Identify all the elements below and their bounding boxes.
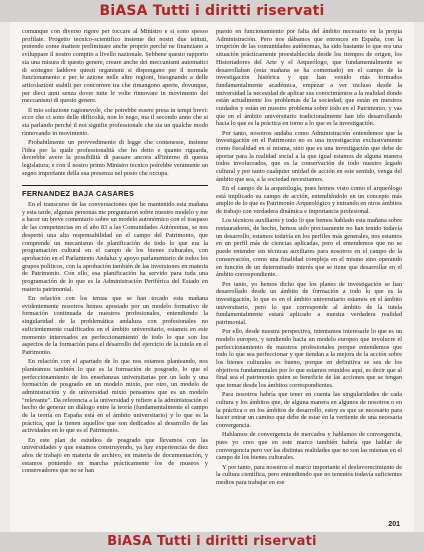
paragraph: Por tanto, yo hemos dicho que los planes de investigación se han desarrollado desde un ámbito de formación a todo lo que es la investigación, lo que es en el ámbito universitario estamos en el ámbito universitario, pero lo que corresponde al ámbito de la tutela fundamentalmente estará aplicado a nuestra verdadera realidad patrimonial. — [216, 280, 402, 327]
paragraph: puesto en funcionamiento por falta del ámbito necesario en la propia Administración. Pero nos dábamos que entonces en España, con la irrupción de las comunidades autónomas, ha sido bastante lo que era una situación prácticamente preestablecida desde los tiempos de origen, los Historiadores del Arte y el Arqueólogo, que fundamentalmente se desarrollaban (esta mañana se ha comentado) en el campo de la investigación histórica y que han venido más formados fundamentalmente académica, empezar a ver incluso desde la universidad la necesidad de aplicar sus conocimientos a la realidad donde están actualmente los problemas de la sociedad; que están en nuestros cuidados y están en nuestro problema sobre todo en el Patrimonio, y vas que en el ámbito universitario tradicionalmente han ido desarrollando hacia lo que es la práctica en torno a lo que es la investigación. — [216, 28, 402, 128]
paragraph: En el campo de la arqueología, pues hemos visto como el arqueólogo está implicado su campo de acción, entendiéndolo en un concepto más amplio de lo que es Patrimonio Arqueológico y entrando en otros ámbitos de trabajo con verdadera dinámica e importancia profesional. — [216, 185, 402, 216]
paragraph: Il mio soluzione ragionevole, che potrebbe essere presa in tempi brevi: ecco che ci sono delle difficoltà, non lo nego, ma il secondo anno che si sta parlando perché il noi signifie professionale che sia un qualche modo rinnovando in movimento. — [22, 106, 208, 137]
paragraph: Hablamos de convergencia de mercados y hablamos de convergencia, pues yo creo que en este marco también habría que hablar de convergencia pero ver las distintas realidades que no son las mismas en el campo de los bienes culturales. — [216, 431, 402, 462]
section-divider — [22, 185, 208, 186]
paragraph: En relación con los temas que se han tocado esta mañana evidentemente nosotros hemos apostado por un modelo formativo de formación continuada de nuestros profesionales, entendiendo la singularidad de la problemática andaluza con profesionales no suficientemente cualificados en el ámbito universitario, estamos en este momento interesados en perfeccionamiento de todo lo que son los aspectos de la formación para el desarrollo del ejercicio de la tutela en el Patrimonio. — [22, 295, 208, 356]
right-column — [216, 28, 402, 538]
paragraph: En el transcurso de las conversaciones que he mantenido esta mañana y esta tarde, algunas personas me preguntaron sobre nuestro modelo y me a hacer un breve comentario sobre un modelo autonómico con el traspaso de las competencias en el año 83 a las Comunidades Autónomas, se nos despertó una alta responsabilidad en el campo del Patrimonio, que comprende un mecanismo de planificación de todo lo que era la programación cultural en el campo de los bienes culturales, con aprobación en el Parlamento Andaluz y apoyo parlamentario de todos los grupos políticos, con la aprobación también de las inversiones en materia de Patrimonio. Con ello, esa planificación ha servido para toda una programación de lo que es la Administración Periférica del Estado en materia patrimonial. — [22, 201, 208, 293]
document-page — [10, 0, 414, 552]
left-column — [22, 28, 208, 528]
page-number: 201 — [388, 521, 400, 528]
paragraph: Por ello, desde nuestra perspectiva, intentamos interesarle lo que es un modelo europeo, y tendiendo hacia un modelo europeo que involucre el perfeccionamiento de nuestros profesionales porque entendemos que todo lo que sea perfeccionar y que tiendan a la mejora de la acción sobre los bienes culturales es bueno, porque en definitiva se sea de los objetivos fundamentales por lo que estamos reunidos aquí, es decir que al final sea el patrimonio quien se beneficie de las acciones que se tengan que tomar desde los ámbitos correspondientes. — [216, 328, 402, 390]
section-heading: FERNANDEZ BAJA CASARES — [22, 189, 135, 199]
paragraph: Para nosotros habría que tener en cuenta las singularidades de cada cultura y los ámbitos que, de alguna manera en algunos de nosotros o en la práctica o en los ámbitos de desarrollo, estoy es que se necesario para hacer entrar un camino que debe de estar en la vertiente de una necesaria convergencia. — [216, 391, 402, 430]
paragraph: comunque con diverso rigore per toccare al Ministro e si sono spesso profilate. Progetto tecnico-scientifico insieme dei nostri due istituti, ponendo come mattere preliminare anche proprio perché ne finanziano a sviluppare il nostro compito a livello nazionale. Sebbene questo rapporto sia una misura di questo genere, creare anche dei meccanismi automatici di sostegno laddove questi organismi si dispongano per il normale funzionamento e per le azione nelle altre regioni, bisognando a delle articolazioni stabili per concorrere tra che rimangono aperte, dovunque, per dieci anni senza dover tutte le volte rinnovare in movimento dei meccanismi di questo genere. — [22, 28, 208, 105]
paragraph: Los técnicos auxiliares y todo lo que hemos hablado esta mañana sobre restauradores, de hecho, hemos sido precisamente no han tenido todavía un desarrollo, estamos todavía en los perfiles más generales, nos estamos en un perfil más de ciencias aplicadas, pero el entendemos que no se puede entender sin técnicas auxiliares para nosotros en el campo de la conservación, como una finalidad compleja en el mismo sino operando en función de un determinado interés que se tiene que desarrollar en el ámbito correspondiente. — [216, 217, 402, 279]
paragraph: En relación con el apartado de lo que nos estamos planteando, nos planteamos también lo que es la formación de posgrado, lo que el perfeccionamiento de los enseñanzas universitarias por un lado y una formación de posgrado en un modelo mixto, por otro, un modelo de administración y de universidad mixto pensamos que es un modelo "relevante". Da referencia a la universidad y refiere a la administración el hecho de generar un diálogo entre la teoría (fundamentalmente el campo de la teoría en España está en el ámbito universitario) y lo que es la práctica, que la tienen aquellos que son dedicados al desarrollo de las actividades en lo que es el Patrimonio. — [22, 358, 208, 435]
paragraph: Probabilmente un provvedimento di legge che contenesse, insieme l'idea per la quale professionalità che ho detto e quanto riguarda, dovrebbe avere la possibilità di passare ancora all'interno di questa legislatura; e con il nostro primo Ministro tecnico potrebbe veramente un segno importante della sua presenza nel posto che occupa. — [22, 138, 208, 177]
paragraph: Y por tanto, para nosotros el marco importante el desfavorecimiento de la cultura científica, pero entendiendo que no tenemos todavía suficientes medios para trabajar en ese — [216, 463, 402, 487]
watermark-bottom: BiASA Tutti i diritti riservati — [0, 532, 424, 552]
paragraph: En este plan de estudios de posgrado que llevamos con las universidades y que estamos construyendo, ya hay experiencias de diez años de trabajo en materia de archivo, en materia de documentación, y estamos poniendo en marcha prácticamente los de museos y conservadores que no se han — [22, 436, 208, 475]
watermark-top: BiASA Tutti i diritti riservati — [0, 0, 424, 22]
paragraph: Por tanto, nosotros andaba como Administración entendemos que la investigación en el Patrimonio no es una investigación exclusivamente como fiscalidad en sí misma, sino que es una investigación que debe de aportar para la realidad social a la que igual estamos de alguna manera todos involucrados, que es la conservación de todo nuestro legado cultural y por tanto cualquier unidad de acción en este sentido, venga del ámbito que sea, a la sociedad necesitamos. — [216, 129, 402, 183]
